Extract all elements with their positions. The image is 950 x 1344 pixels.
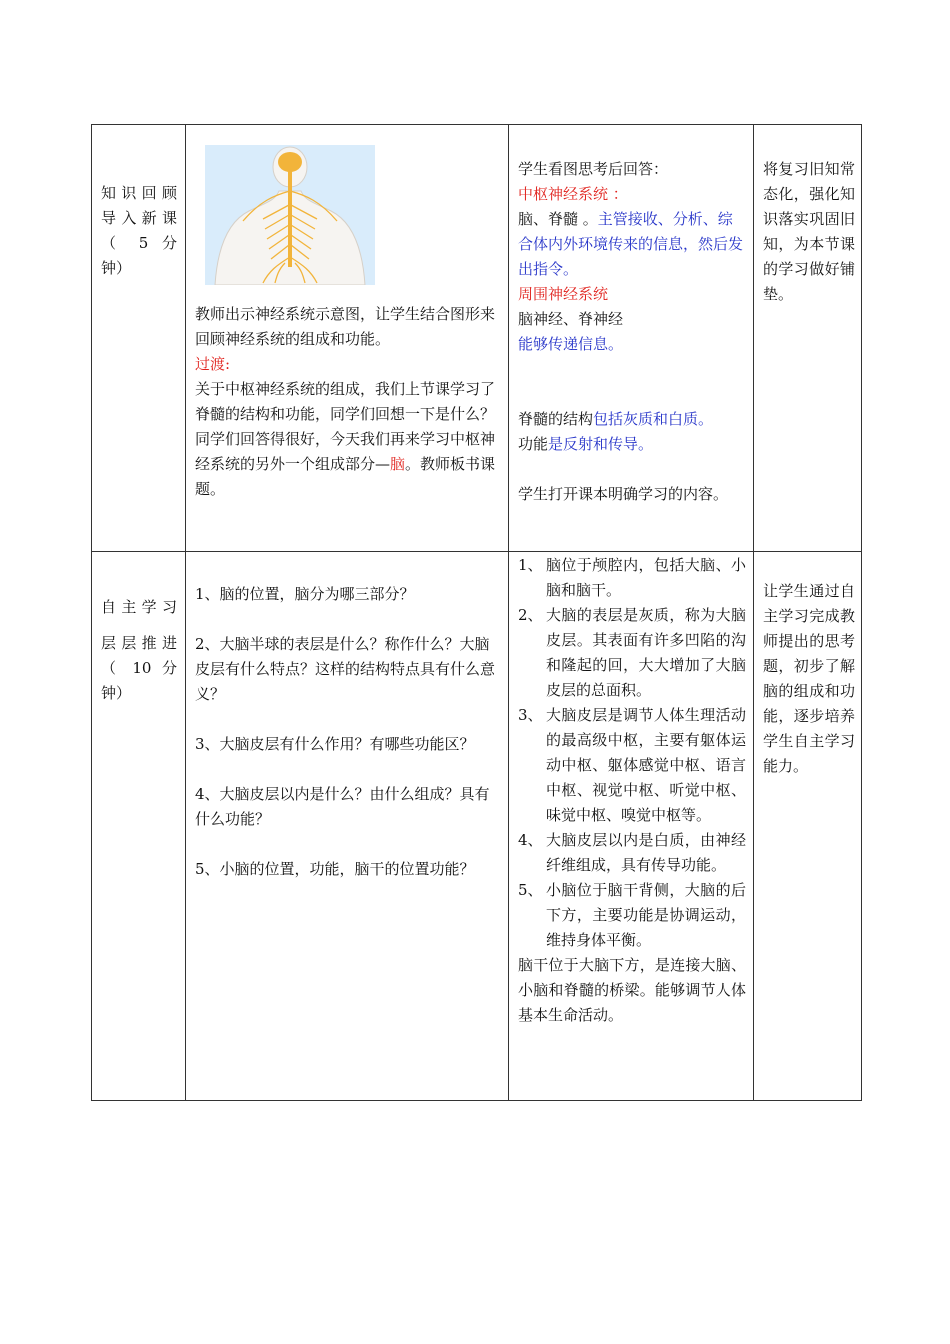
pns-function: 能够传递信息。 xyxy=(518,335,624,353)
row1-student-activity xyxy=(518,157,746,507)
answer-text: 大脑皮层以内是白质，由神经纤维组成，具有传导功能。 xyxy=(546,831,746,874)
spinal-function xyxy=(518,432,746,457)
answer-list xyxy=(518,553,746,953)
answer-number: 3、 xyxy=(518,706,543,724)
row1-stage xyxy=(101,181,177,281)
student-intro: 学生看图思考后回答： xyxy=(518,160,669,178)
pns-label: 周围神经系统 xyxy=(518,285,609,303)
question-item: 4、大脑皮层以内是什么？由什么组成？具有什么功能？ xyxy=(195,785,490,828)
cns-label: 中枢神经系统 ： xyxy=(518,185,628,203)
cns-answer xyxy=(518,207,746,282)
question-item: 2、大脑半球的表层是什么？称作什么？大脑皮层有什么特点？这样的结构特点具有什么意义？ xyxy=(195,635,496,703)
transition-label: 过渡: xyxy=(195,355,231,373)
spinal-structure xyxy=(518,407,746,432)
cns-parts: 脑、脊髓 。 xyxy=(518,210,598,228)
answer-item xyxy=(518,603,746,703)
stage-line: 知识回顾 xyxy=(101,184,177,202)
answer-number: 2、 xyxy=(518,606,543,624)
stage-line: 自主学习 xyxy=(101,598,177,616)
brainstem-text: 脑干位于大脑下方，是连接大脑、小脑和脊髓的桥梁。能够调节人体基本生命活动。 xyxy=(518,956,746,1024)
spinal-prefix: 脊髓的结构 xyxy=(518,410,594,428)
column-divider xyxy=(508,125,509,1100)
stage-line: 钟） xyxy=(101,684,132,702)
question-item: 1、脑的位置，脑分为哪三部分？ xyxy=(195,585,415,603)
column-divider xyxy=(185,125,186,1100)
answer-text: 脑位于颅腔内，包括大脑、小脑和脑干。 xyxy=(546,556,746,599)
answer-item xyxy=(518,878,746,953)
question-item: 5、小脑的位置，功能，脑干的位置功能？ xyxy=(195,860,475,878)
open-book-text: 学生打开课本明确学习的内容。 xyxy=(518,485,729,503)
answer-text: 大脑的表层是灰质，称为大脑皮层。其表面有许多凹陷的沟和隆起的回，大大增加了大脑皮层的总面积。 xyxy=(546,606,746,699)
question-item: 3、大脑皮层有什么作用？有哪些功能区？ xyxy=(195,735,475,753)
intent-text: 让学生通过自主学习完成教师提出的思考题，初步了解脑的组成和功能，逐步培养学生自主学习能力。 xyxy=(763,582,855,775)
answer-number: 4、 xyxy=(518,831,543,849)
answer-text: 大脑皮层是调节人体生理活动的最高级中枢，主要有躯体运动中枢、躯体感觉中枢、语言中枢、视觉中枢、听觉中枢、味觉中枢、嗅觉中枢等。 xyxy=(546,706,746,824)
function-prefix: 功能 xyxy=(518,435,549,453)
stage-line: 导入新课 xyxy=(101,209,177,227)
teacher-intro: 教师出示神经系统示意图，让学生结合图形来回顾神经系统的组成和功能。 xyxy=(195,305,496,348)
pns-parts: 脑神经、脊神经 xyxy=(518,310,624,328)
intent-text: 将复习旧知常态化，强化知识落实巩固旧知，为本节课的学习做好铺垫。 xyxy=(763,160,855,303)
nervous-system-illustration xyxy=(205,145,375,285)
row2-answers xyxy=(518,553,746,1028)
answer-number: 1、 xyxy=(518,556,543,574)
teacher-text: 同学们回答得很好，今天我们再来学习中枢神经系统的另外一个组成部分— xyxy=(195,430,496,473)
stage-line: （ 10 分 xyxy=(101,659,177,677)
row1-teacher-activity xyxy=(195,302,501,502)
stage-line: 层层推进 xyxy=(101,634,177,652)
row1-design-intent xyxy=(763,157,855,307)
answer-item xyxy=(518,703,746,828)
transition-text: 关于中枢神经系统的组成，我们上节课学习了脊髓的结构和功能，同学们回想一下是什么？ xyxy=(195,380,496,423)
column-divider xyxy=(753,125,754,1100)
topic-highlight: 脑 xyxy=(390,455,406,473)
row2-questions xyxy=(195,582,501,882)
teacher-paragraph xyxy=(195,427,501,502)
answer-text: 小脑位于脑干背侧，大脑的后下方，主要功能是协调运动，维持身体平衡。 xyxy=(546,881,746,949)
spinal-value: 包括灰质和白质。 xyxy=(593,410,714,428)
row2-stage xyxy=(101,595,177,706)
cns-function: 主管接收、分析、综合体内外环境传来的信息，然后发出指令。 xyxy=(518,210,744,278)
answer-number: 5、 xyxy=(518,881,543,899)
stage-line: 钟） xyxy=(101,259,132,277)
teacher-text: 。教师板书课题。 xyxy=(195,455,496,498)
stage-line: （ 5 分 xyxy=(101,234,177,252)
answer-item xyxy=(518,553,746,603)
function-value: 是反射和传导。 xyxy=(548,435,654,453)
row-divider xyxy=(92,551,861,552)
row2-design-intent xyxy=(763,579,855,779)
answer-item xyxy=(518,828,746,878)
